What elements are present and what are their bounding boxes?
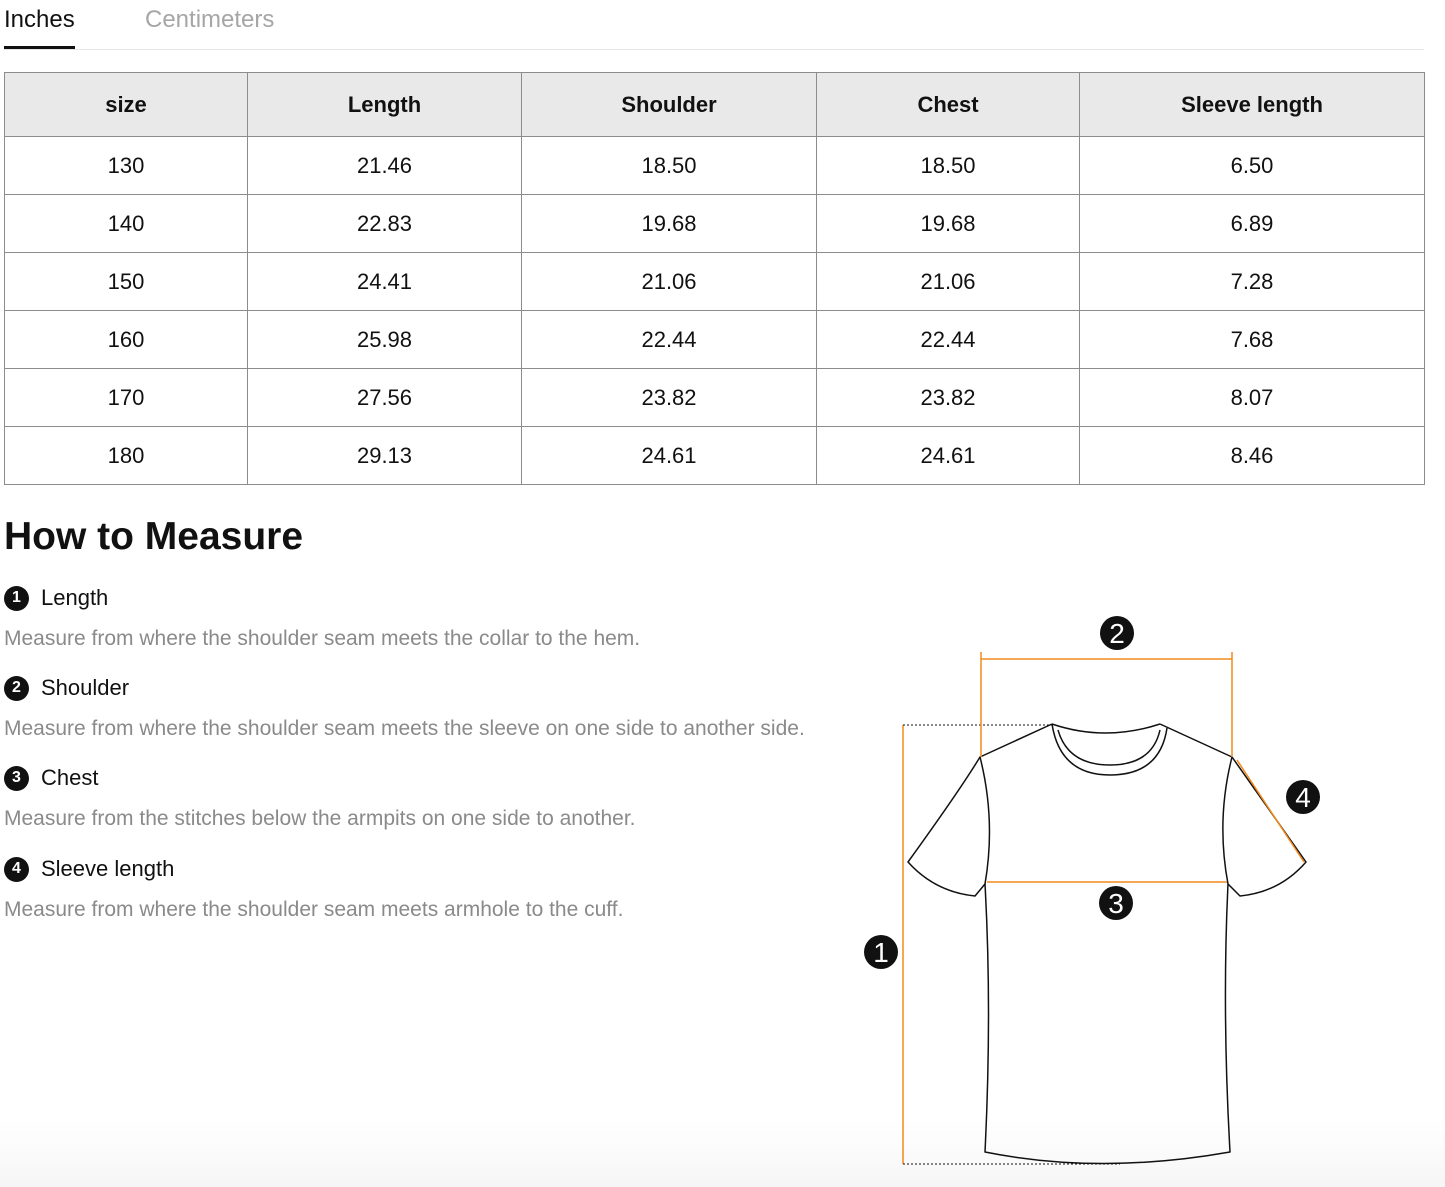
cell-sleeve-length: 7.68 (1080, 311, 1425, 369)
measure-item-sleeve-length (4, 854, 623, 922)
cell-size: 170 (5, 369, 248, 427)
measure-label: Length (41, 585, 109, 610)
marker-4-label: 4 (1295, 782, 1311, 813)
size-chart-table (4, 72, 1425, 485)
cell-sleeve-length: 8.07 (1080, 369, 1425, 427)
header-shoulder: Shoulder (522, 73, 817, 137)
cell-size: 180 (5, 427, 248, 485)
cell-shoulder: 18.50 (522, 137, 817, 195)
measure-item-shoulder (4, 673, 805, 741)
cell-length: 24.41 (248, 253, 522, 311)
tshirt-outline (908, 724, 1306, 1164)
header-sleeve-length: Sleeve length (1080, 73, 1425, 137)
measure-description: Measure from where the shoulder seam meets armhole to the cuff. (4, 898, 624, 921)
marker-1-label: 1 (873, 937, 889, 968)
header-chest: Chest (817, 73, 1080, 137)
cell-chest: 21.06 (817, 253, 1080, 311)
how-to-measure-title: How to Measure (4, 515, 304, 558)
cell-length: 21.46 (248, 137, 522, 195)
table-row (5, 195, 1425, 253)
table-row (5, 369, 1425, 427)
cell-sleeve-length: 6.50 (1080, 137, 1425, 195)
marker-1 (864, 935, 898, 969)
cell-sleeve-length: 8.46 (1080, 427, 1425, 485)
measure-description: Measure from where the shoulder seam meets the sleeve on one side to another side. (4, 717, 805, 740)
tab-inches[interactable]: Inches (4, 4, 75, 36)
marker-2 (1100, 616, 1134, 650)
cell-shoulder: 19.68 (522, 195, 817, 253)
cell-chest: 22.44 (817, 311, 1080, 369)
measure-description: Measure from the stitches below the armpits on one side to another. (4, 807, 636, 830)
cell-size: 150 (5, 253, 248, 311)
cell-size: 130 (5, 137, 248, 195)
number-2-badge: 2 (4, 676, 29, 701)
cell-shoulder: 22.44 (522, 311, 817, 369)
marker-4 (1286, 780, 1320, 814)
table-header-row (5, 73, 1425, 137)
number-4-badge: 4 (4, 857, 29, 882)
cell-shoulder: 23.82 (522, 369, 817, 427)
table-row (5, 253, 1425, 311)
cell-chest: 23.82 (817, 369, 1080, 427)
header-length: Length (248, 73, 522, 137)
cell-size: 140 (5, 195, 248, 253)
cell-shoulder: 24.61 (522, 427, 817, 485)
cell-chest: 19.68 (817, 195, 1080, 253)
measure-description: Measure from where the shoulder seam meets the collar to the hem. (4, 627, 641, 650)
measure-label: Shoulder (41, 675, 130, 700)
measure-item-length (4, 583, 640, 651)
measure-item-chest (4, 763, 636, 831)
measure-label: Sleeve length (41, 856, 175, 881)
cell-sleeve-length: 7.28 (1080, 253, 1425, 311)
tab-centimeters[interactable]: Centimeters (145, 6, 275, 33)
table-row (5, 311, 1425, 369)
cell-chest: 24.61 (817, 427, 1080, 485)
header-size: size (5, 73, 248, 137)
marker-2-label: 2 (1109, 618, 1125, 649)
tshirt-measurement-diagram (855, 600, 1325, 1180)
number-1-badge: 1 (4, 586, 29, 611)
cell-length: 25.98 (248, 311, 522, 369)
cell-sleeve-length: 6.89 (1080, 195, 1425, 253)
cell-size: 160 (5, 311, 248, 369)
table-row (5, 427, 1425, 485)
cell-length: 29.13 (248, 427, 522, 485)
cell-length: 22.83 (248, 195, 522, 253)
cell-shoulder: 21.06 (522, 253, 817, 311)
table-row (5, 137, 1425, 195)
cell-length: 27.56 (248, 369, 522, 427)
marker-3 (1099, 886, 1133, 920)
cell-chest: 18.50 (817, 137, 1080, 195)
measure-label: Chest (41, 765, 99, 790)
unit-tabs (4, 0, 1424, 50)
number-3-badge: 3 (4, 766, 29, 791)
marker-3-label: 3 (1108, 888, 1124, 919)
